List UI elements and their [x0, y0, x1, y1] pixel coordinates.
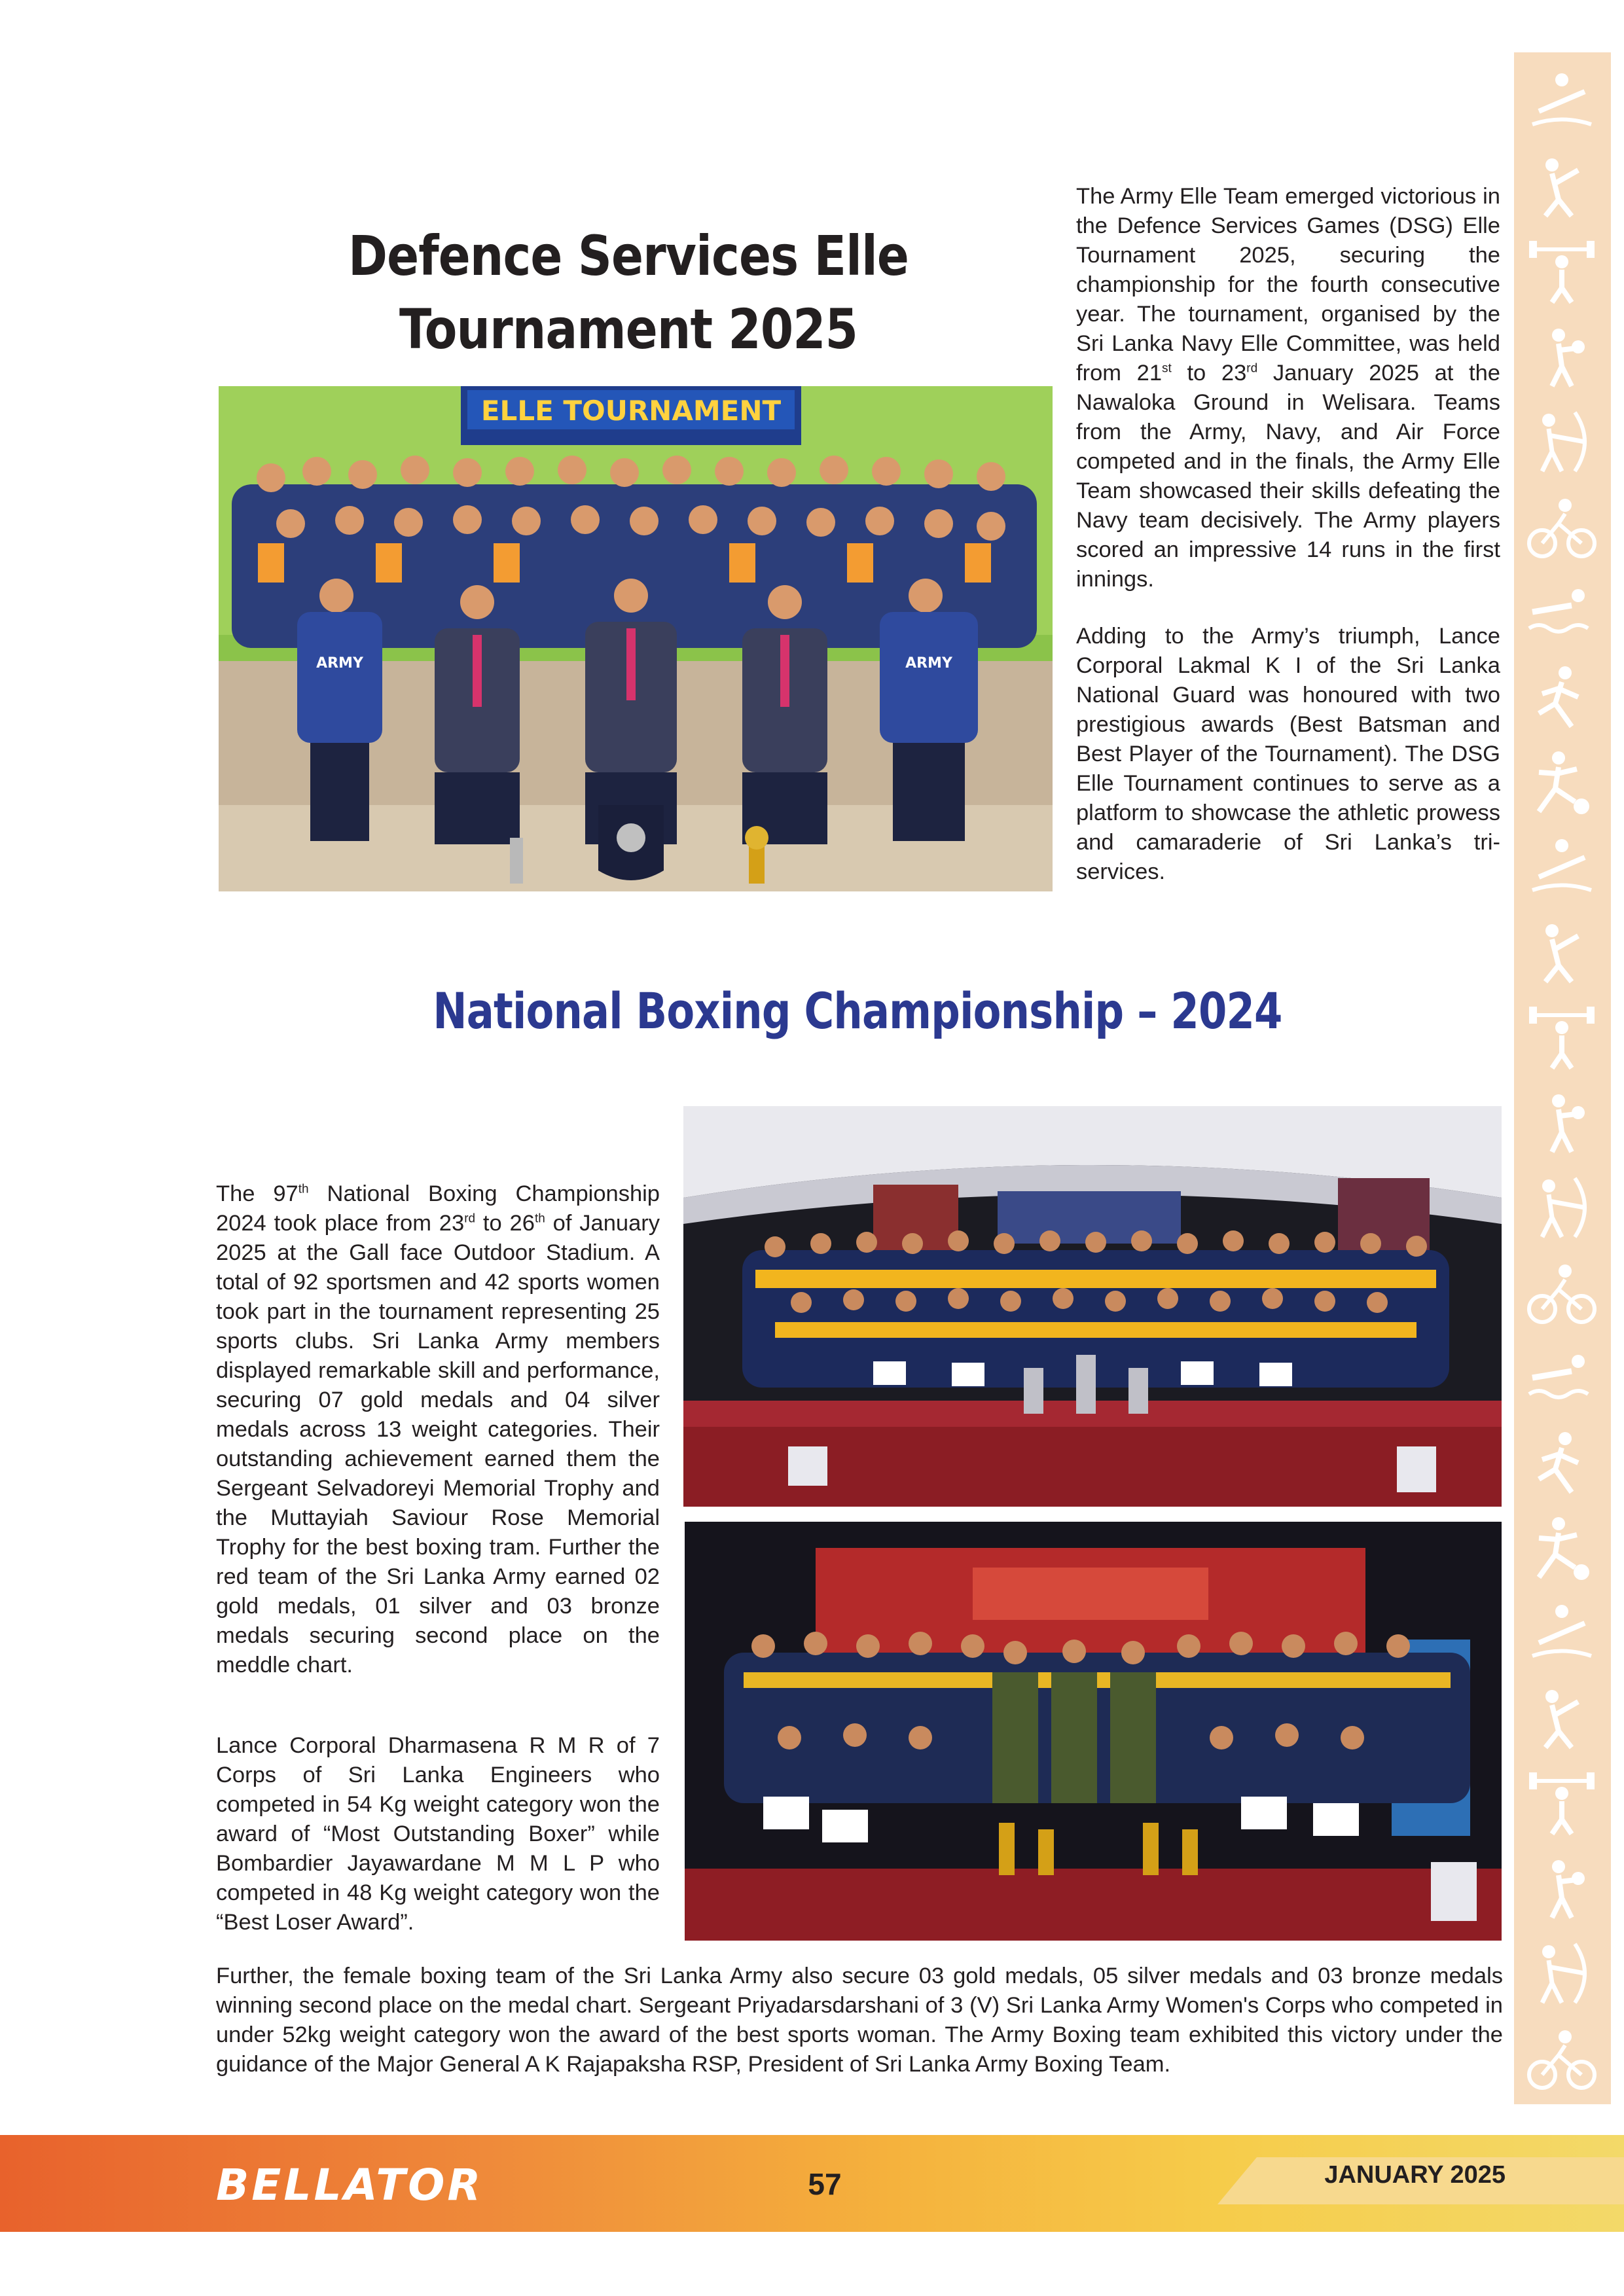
boxing-icon	[1526, 1852, 1598, 1924]
weightlifting-icon	[1526, 1001, 1598, 1073]
swimming-icon	[1526, 576, 1598, 648]
superscript: th	[534, 1211, 545, 1226]
article1-title-line1: Defence Services Elle	[348, 224, 909, 288]
text-run: Adding to the Army’s triumph, Lance Corporal Lakmal K I of the Sri Lanka National Guard was honoured with two prestigious awards (Best Batsman and Best Player of the Tournament). The DSG Elle Tournament continues to serve as a platform to showcase the athletic prowess and camaraderie of Sri Lanka’s tri-services.	[1076, 624, 1500, 884]
football-icon	[1526, 746, 1598, 818]
superscript: th	[298, 1182, 309, 1196]
issue-date: JANUARY 2025	[1324, 2161, 1506, 2189]
article1-title-line2: Tournament 2025	[399, 297, 858, 361]
boxing-team-photo-2	[685, 1522, 1502, 1941]
rowing-icon	[1526, 831, 1598, 903]
boxing-icon	[1526, 321, 1598, 393]
jersey-text-right: ARMY	[905, 655, 952, 672]
swimming-icon	[1526, 1342, 1598, 1414]
archery-icon	[1526, 406, 1598, 478]
badminton-icon	[1526, 1682, 1598, 1754]
cycling-icon	[1526, 491, 1598, 563]
weightlifting-icon	[1526, 1767, 1598, 1839]
running-icon	[1526, 1427, 1598, 1499]
cycling-icon	[1526, 2022, 1598, 2094]
photo-banner-text: ELLE TOURNAMENT	[480, 395, 782, 427]
text-run: of January 2025 at the Gall face Outdoor Stadium. A total of 92 sportsmen and 42 sports women took part in the tournament representing 25 sports clubs. Sri Lanka Army members displayed remarkable skill and performance, securing 07 gold medals and 04 silver medals across 13 weight categories. Their outstanding achievement earned them the Sergeant Selvadoreyi Memorial Trophy and the Muttayiah Saviour Rose Memorial Trophy for the best boxing tram. Further the red team of the Sri Lanka Army earned 02 gold medals, 01 silver and 03 bronze medals securing second place on the meddle chart.	[216, 1211, 660, 1677]
cycling-icon	[1526, 1257, 1598, 1329]
article2-paragraph-1	[216, 1179, 660, 1680]
text-run: to 26	[475, 1211, 535, 1236]
boxing-icon	[1526, 1086, 1598, 1158]
superscript: rd	[1246, 361, 1258, 376]
rowing-icon	[1526, 1597, 1598, 1669]
archery-icon	[1526, 1937, 1598, 2009]
article2-paragraph-2	[216, 1731, 660, 1937]
jersey-text-left: ARMY	[316, 655, 363, 672]
text-run: to 23	[1171, 361, 1247, 386]
text-run: January 2025 at the Nawaloka Ground in Welisara. Teams from the Army, Navy, and Air Force competed and in the finals, the Army Elle Team showcased their skills defeating the Navy team decisively. The Army players scored an impressive 14 runs in the first innings.	[1076, 361, 1500, 592]
text-run: Lance Corporal Dharmasena R M R of 7 Corps of Sri Lanka Engineers who competed in 54 Kg weight category won the award of “Most Outstanding Boxer” while Bombardier Jayawardane M M L P who competed in 48 Kg weight category won the “Best Loser Award”.	[216, 1733, 660, 1935]
text-run: National Boxing Championship 2024 took place from 23	[216, 1181, 660, 1236]
football-icon	[1526, 1512, 1598, 1584]
article2-full-width-paragraph: Further, the female boxing team of the Sri Lanka Army also secure 03 gold medals, 05 silver medals and 03 bronze medals winning second place on the medal chart. Sergeant Priyadarsdarshani of 3 (V) Sri Lanka Army Women's Corps who competed in under 52kg weight category won the award of the best sports woman. The Army Boxing team exhibited this victory under the guidance of the Major General A K Rajapaksha RSP, President of Sri Lanka Army Boxing Team.	[216, 1964, 1503, 2077]
page-number: 57	[808, 2167, 842, 2201]
article1-paragraph-1	[1076, 182, 1500, 594]
article1-title	[302, 219, 955, 366]
superscript: st	[1162, 361, 1172, 376]
superscript: rd	[464, 1211, 476, 1226]
badminton-icon	[1526, 916, 1598, 988]
rowing-icon	[1526, 65, 1598, 137]
footer-brand-logo: BELLATOR	[216, 2160, 484, 2210]
weightlifting-icon	[1526, 236, 1598, 308]
badminton-icon	[1526, 151, 1598, 223]
text-run: The 97	[216, 1181, 298, 1206]
elle-team-photo	[219, 386, 1053, 891]
article2-title: National Boxing Championship – 2024	[433, 982, 1282, 1040]
running-icon	[1526, 661, 1598, 733]
sports-icon-strip	[1514, 52, 1611, 2104]
text-run: The Army Elle Team emerged victorious in the Defence Services Games (DSG) Elle Tournament 2025, securing the championship for the fourth consecutive year. The tournament, organised by the Sri Lanka Navy Elle Committee, was held from 21	[1076, 184, 1500, 386]
boxing-team-photo-1	[683, 1106, 1502, 1507]
article1-paragraph-2	[1076, 622, 1500, 887]
archery-icon	[1526, 1172, 1598, 1244]
